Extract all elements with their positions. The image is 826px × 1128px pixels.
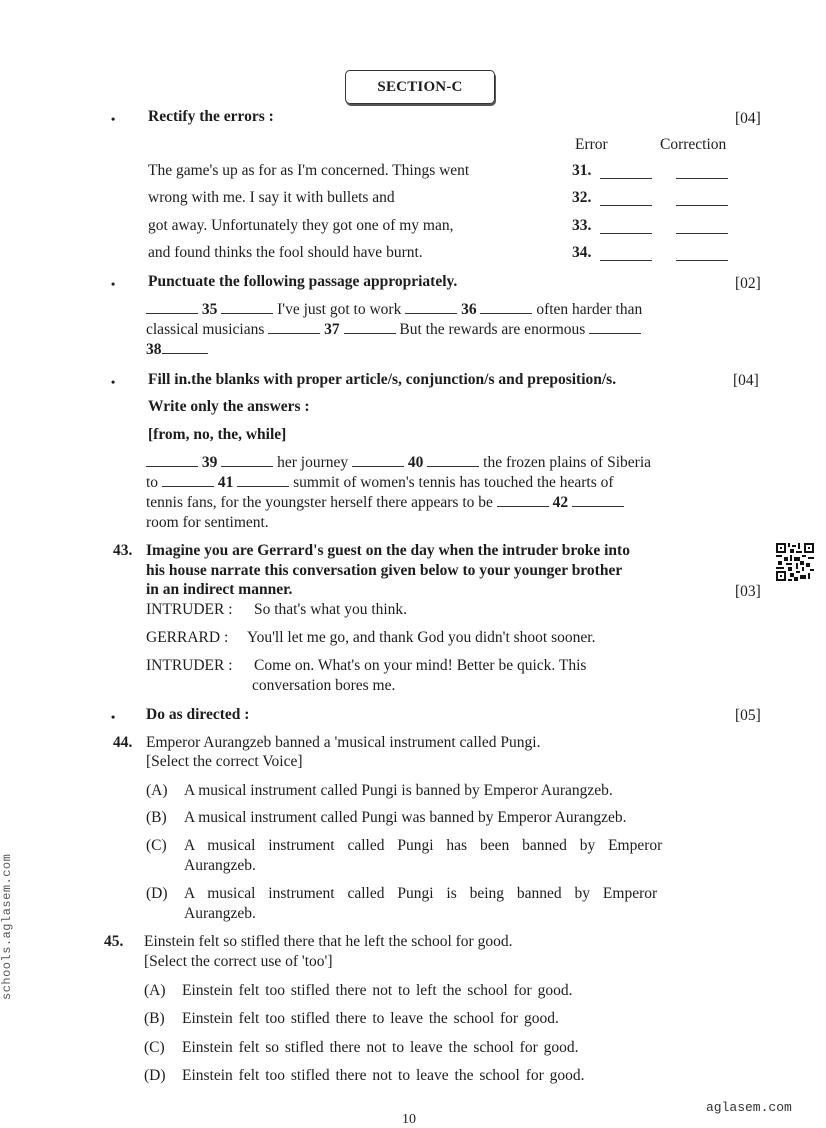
option-label: (A) (144, 982, 166, 999)
passage-text: to (146, 474, 159, 491)
option-label: (C) (144, 1039, 165, 1056)
directed-heading: Do as directed : (146, 706, 250, 723)
dialogue-text-continued: conversation bores me. (252, 677, 396, 694)
rectify-text: The game's up as for as I'm concerned. Things went (148, 162, 470, 179)
blank-40-right[interactable] (427, 454, 479, 467)
error-blank[interactable] (600, 166, 652, 179)
blank-37-right[interactable] (344, 321, 396, 334)
option-text: A musical instrument called Pungi is banned by Emperor Aurangzeb. (184, 782, 613, 799)
blank-42-left[interactable] (497, 494, 549, 507)
punctuate-heading: Punctuate the following passage appropriately. (148, 273, 458, 290)
bullet-icon: • (111, 375, 116, 389)
speaker-label: INTRUDER : (146, 601, 233, 618)
blank-number: 42 (552, 494, 569, 511)
q45-prompt: Einstein felt so stifled there that he left the school for good. (144, 933, 513, 950)
fill-line-2 (146, 473, 614, 493)
blank-42-right[interactable] (572, 494, 624, 507)
option-label: (D) (144, 1067, 166, 1084)
passage-text: But the rewards are enormous (399, 321, 586, 338)
bullet-icon: • (111, 112, 116, 126)
correction-blank[interactable] (676, 248, 728, 261)
qr-code-icon[interactable] (776, 543, 814, 581)
option-label: (D) (146, 885, 168, 902)
option-text: A musical instrument called Pungi was banned by Emperor Aurangzeb. (184, 809, 627, 826)
q43-prompt-line: his house narrate this conversation given below to your younger brother (146, 562, 623, 579)
fill-instruction: Write only the answers : (148, 398, 310, 415)
fill-heading: Fill in.the blanks with proper article/s, conjunction/s and preposition/s. (148, 371, 617, 388)
punctuate-line-2 (146, 320, 641, 340)
option-label: (C) (146, 837, 167, 854)
blank-36-right[interactable] (480, 301, 532, 314)
error-blank[interactable] (600, 193, 652, 206)
rectify-heading: Rectify the errors : (148, 108, 274, 125)
question-number: 43. (113, 542, 133, 559)
blank-number: 36 (461, 301, 477, 318)
section-title: SECTION-C (345, 70, 495, 104)
blank-41-left[interactable] (162, 474, 214, 487)
question-number: 44. (113, 734, 133, 751)
blank-39-left[interactable] (146, 454, 198, 467)
option-text: A musical instrument called Pungi is being banned by Emperor (184, 885, 658, 902)
passage-text: room for sentiment. (146, 514, 269, 531)
punctuate-line-3 (146, 340, 208, 360)
speaker-label: INTRUDER : (146, 657, 233, 674)
blank-number: 41 (217, 474, 234, 491)
option-text: Einstein felt too stifled there to leave the school for good. (182, 1010, 559, 1027)
option-text-continued: Aurangzeb. (184, 857, 256, 874)
blank-36-left[interactable] (405, 301, 457, 314)
q43-prompt-line: Imagine you are Gerrard's guest on the day when the intruder broke into (146, 542, 630, 559)
passage-text: I've just got to work (277, 301, 402, 318)
fill-line-3 (146, 493, 624, 513)
side-watermark: schools.aglasem.com (0, 853, 14, 1000)
blank-35-right[interactable] (221, 301, 273, 314)
blank-number: 35 (201, 301, 218, 318)
question-number: 45. (104, 933, 124, 950)
passage-text: often harder than (536, 301, 643, 318)
correction-blank[interactable] (676, 221, 728, 234)
option-text: A musical instrument called Pungi has been banned by Emperor (184, 837, 663, 854)
correction-blank[interactable] (676, 166, 728, 179)
q43-prompt-line: in an indirect manner. (146, 581, 293, 598)
correction-blank[interactable] (676, 193, 728, 206)
error-column-header: Error (575, 136, 608, 153)
blank-39-right[interactable] (221, 454, 273, 467)
blank-number: 37 (324, 321, 340, 338)
option-text: Einstein felt too stifled there not to leave the school for good. (182, 1067, 585, 1084)
rectify-number: 31. (572, 162, 592, 179)
option-text: Einstein felt too stifled there not to left the school for good. (182, 982, 573, 999)
blank-number: 39 (201, 454, 218, 471)
passage-text: classical musicians (146, 321, 265, 338)
option-label: (B) (146, 809, 167, 826)
watermark-right: aglasem.com (706, 1100, 792, 1115)
rectify-number: 34. (572, 244, 592, 261)
q44-prompt: Emperor Aurangzeb banned a 'musical instrument called Pungi. (146, 734, 541, 751)
option-label: (B) (144, 1010, 165, 1027)
q44-instruction: [Select the correct Voice] (146, 753, 303, 770)
blank-40-left[interactable] (352, 454, 404, 467)
blank-41-right[interactable] (237, 474, 289, 487)
fill-line-1 (146, 453, 651, 473)
passage-text: the frozen plains of Siberia (483, 454, 651, 471)
page-number: 10 (402, 1112, 416, 1127)
punctuate-marks: [02] (735, 275, 761, 292)
blank-37-left[interactable] (268, 321, 320, 334)
passage-text: tennis fans, for the youngster herself there appears to be (146, 494, 493, 511)
rectify-text: and found thinks the fool should have burnt. (148, 244, 423, 261)
option-text: Einstein felt so stifled there not to leave the school for good. (182, 1039, 579, 1056)
error-blank[interactable] (600, 248, 652, 261)
blank-38-left[interactable] (589, 321, 641, 334)
directed-marks: [05] (735, 707, 761, 724)
dialogue-text: You'll let me go, and thank God you didn't shoot sooner. (247, 629, 596, 646)
q45-instruction: [Select the correct use of 'too'] (144, 953, 333, 970)
correction-column-header: Correction (660, 136, 727, 153)
rectify-marks: [04] (735, 110, 761, 127)
rectify-number: 33. (572, 217, 592, 234)
blank-number: 40 (407, 454, 424, 471)
bullet-icon: • (111, 277, 116, 291)
blank-38-right[interactable] (162, 341, 208, 354)
speaker-label: GERRARD : (146, 629, 229, 646)
fill-marks: [04] (733, 372, 759, 389)
blank-35-left[interactable] (146, 301, 198, 314)
passage-text: her journey (277, 454, 349, 471)
rectify-text: wrong with me. I say it with bullets and (148, 189, 395, 206)
option-text-continued: Aurangzeb. (184, 905, 256, 922)
fill-options: [from, no, the, while] (148, 426, 287, 443)
dialogue-text: So that's what you think. (254, 601, 408, 618)
rectify-number: 32. (572, 189, 592, 206)
error-blank[interactable] (600, 221, 652, 234)
passage-text: summit of women's tennis has touched the hearts of (293, 474, 614, 491)
q43-marks: [03] (735, 583, 761, 600)
dialogue-text: Come on. What's on your mind! Better be quick. This (254, 657, 587, 674)
option-label: (A) (146, 782, 168, 799)
blank-number: 38 (146, 341, 162, 358)
rectify-text: got away. Unfortunately they got one of my man, (148, 217, 454, 234)
punctuate-line-1 (146, 300, 642, 320)
bullet-icon: • (111, 710, 116, 724)
